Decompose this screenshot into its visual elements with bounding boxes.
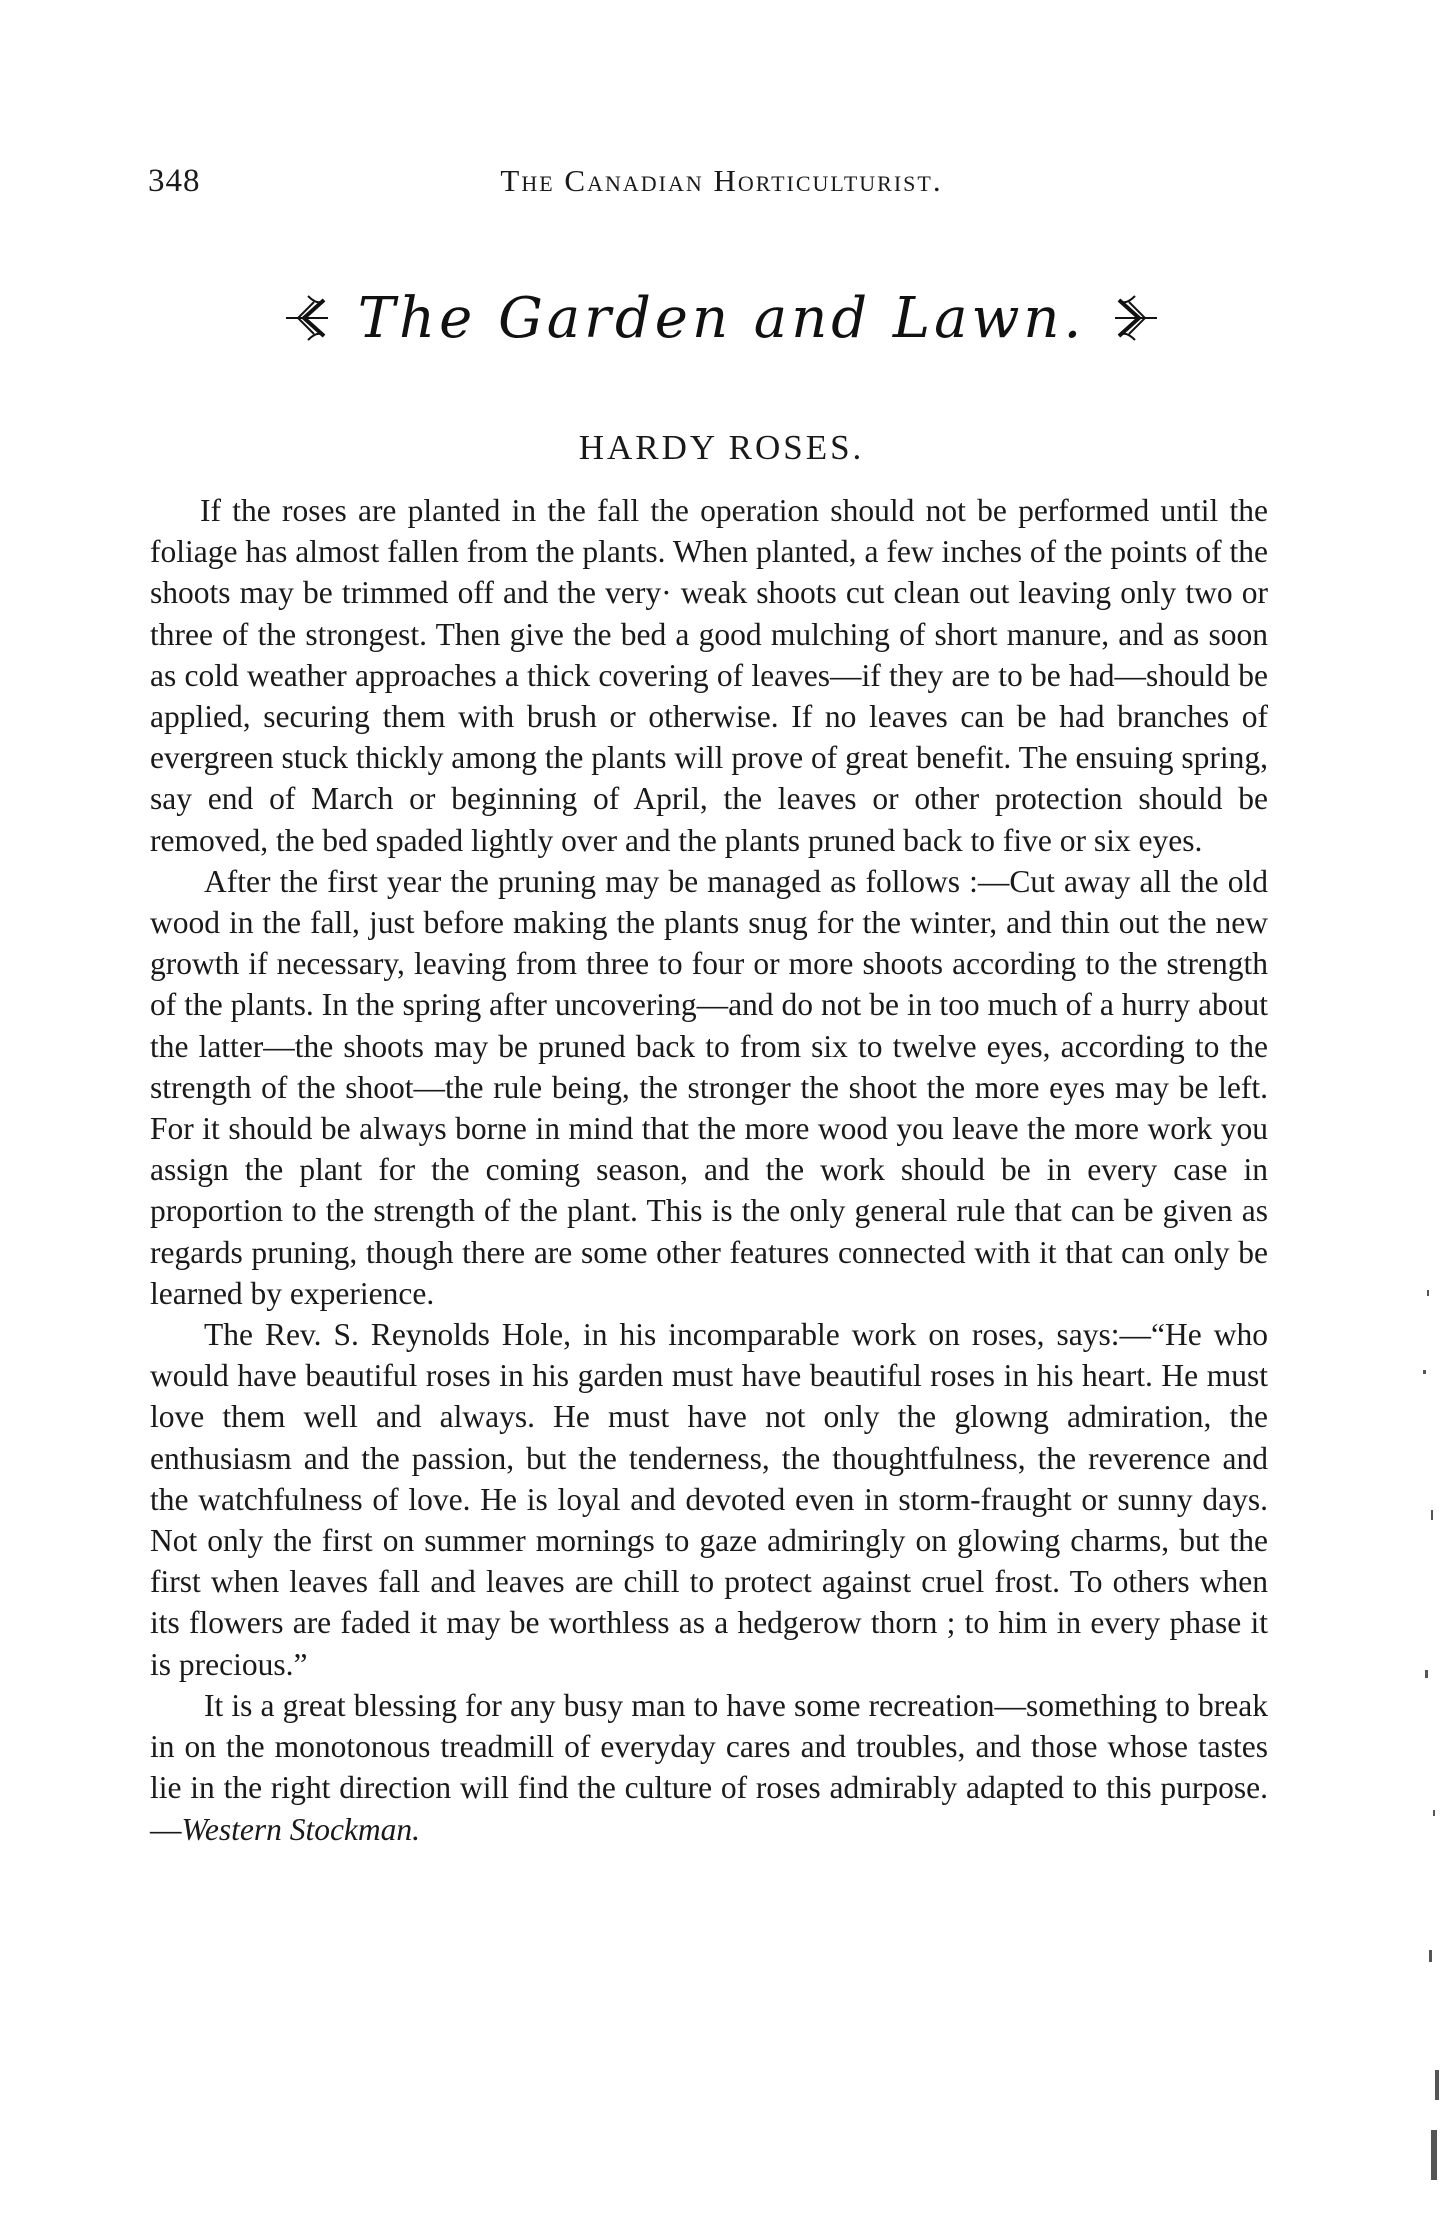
fleuron-left-icon bbox=[284, 292, 330, 344]
paragraph-4 bbox=[150, 1685, 1268, 1850]
article-body bbox=[150, 490, 1268, 1850]
paragraph-4-text: It is a great blessing for any busy man to have some recreation—something to break in on the monotonous treadmill of everyday cares and troubles, and those whose tastes lie in the right direction will find the culture of roses admirably adapted to this purpose.— bbox=[150, 1687, 1268, 1847]
scan-edge-specks bbox=[1413, 1250, 1443, 2200]
section-heading bbox=[0, 278, 1443, 358]
fleuron-right-icon bbox=[1113, 292, 1159, 344]
source-attribution: Western Stockman. bbox=[181, 1811, 421, 1847]
section-title: The Garden and Lawn. bbox=[357, 285, 1086, 351]
article-title: HARDY ROSES. bbox=[578, 428, 865, 467]
page-number: 348 bbox=[148, 163, 201, 199]
paragraph-3: The Rev. S. Reynolds Hole, in his incomparable work on roses, says:—“He who would have beautiful roses in his garden must have beautiful roses in his heart. He must love them well and always. He must have not only the glowng admiration, the enthusiasm and the passion, but the tenderness, the thoughtfulness, the reverence and the watchfulness of love. He is loyal and devoted even in storm-fraught or sunny days. Not only the first on summer mornings to gaze admiringly on glowing charms, but the first when leaves fall and leaves are chill to protect against cruel frost. To others when its flowers are faded it may be worthless as a hedgerow thorn ; to him in every phase it is precious.” bbox=[150, 1317, 1268, 1682]
paragraph-1: If the roses are planted in the fall the operation should not be performed until the foliage has almost fallen from the plants. When planted, a few inches of the points of the shoots may be trimmed off and the very· weak shoots cut clean out leaving only two or three of the strongest. Then give the bed a good mulching of short manure, and as soon as cold weather approaches a thick covering of leaves—if they are to be had—should be applied, securing them with brush or otherwise. If no leaves can be had branches of evergreen stuck thickly among the plants will prove of great benefit. The ensuing spring, say end of March or beginning of April, the leaves or other protection should be removed, the bed spaded lightly over and the plants pruned back to five or six eyes. bbox=[150, 493, 1268, 858]
running-head: The Canadian Horticulturist. bbox=[500, 163, 943, 198]
paragraph-2: After the first year the pruning may be managed as follows :—Cut away all the old wood in the fall, just before making the plants snug for the winter, and thin out the new growth if necessary, leaving from three to four or more shoots according to the strength of the plants. In the spring after uncovering—and do not be in too much of a hurry about the latter—the shoots may be pruned back to from six to twelve eyes, according to the strength of the shoot—the rule being, the stronger the shoot the more eyes may be left. For it should be always borne in mind that the more wood you leave the more work you assign the plant for the coming season, and the work should be in every case in proportion to the strength of the plant. This is the only general rule that can be given as regards pruning, though there are some other features connected with it that can only be learned by experience. bbox=[150, 863, 1268, 1311]
